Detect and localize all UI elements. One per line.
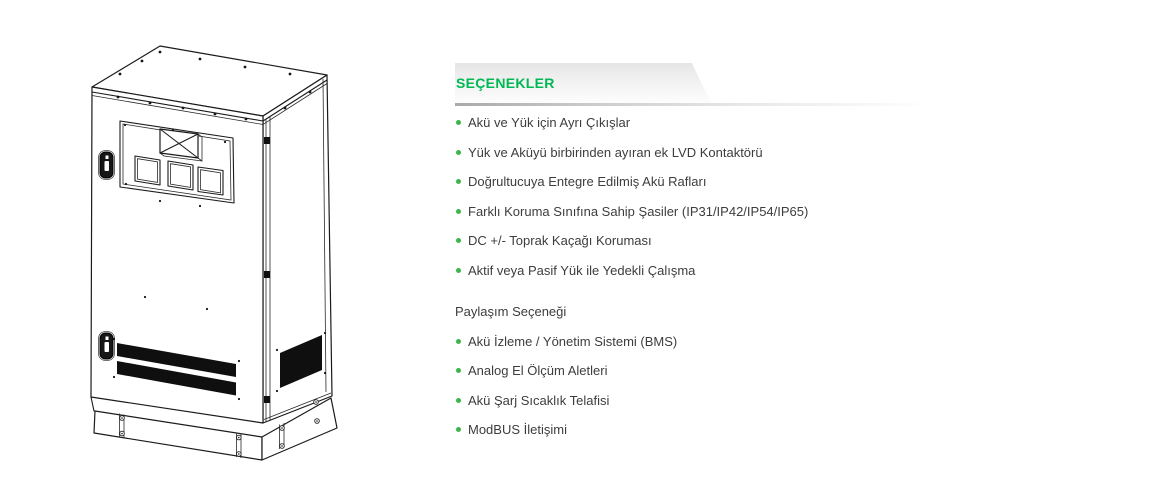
option-item: [455, 264, 933, 277]
bullet-dot-icon: [456, 398, 461, 403]
option-text: Farklı Koruma Sınıfına Sahip Şasiler (IP31/IP42/IP54/IP65): [468, 203, 809, 219]
mimic-display-icon: [160, 129, 202, 161]
option-text: Akü İzleme / Yönetim Sistemi (BMS): [468, 333, 678, 349]
header-underline: [455, 103, 931, 106]
door-lock-top-icon: [99, 151, 115, 180]
sharing-options-list: [455, 335, 933, 437]
option-item: [455, 234, 933, 247]
option-text: Analog El Ölçüm Aletleri: [468, 363, 608, 378]
section-header: [455, 60, 933, 106]
cabinet-illustration: [55, 30, 345, 470]
bullet-dot-icon: [456, 268, 461, 273]
bullet-dot-icon: [456, 238, 461, 243]
option-item: [455, 146, 933, 159]
option-item: [455, 335, 933, 348]
options-list: [455, 116, 933, 277]
option-text: Doğrultucuya Entegre Edilmiş Akü Rafları: [468, 174, 707, 189]
option-text: Aktif veya Pasif Yük ile Yedekli Çalışma: [468, 262, 696, 278]
door-lock-bottom-icon: [99, 332, 115, 361]
bullet-dot-icon: [456, 120, 461, 125]
option-item: [455, 205, 933, 218]
bullet-dot-icon: [456, 368, 461, 373]
cabinet-drawing-icon: [55, 30, 345, 470]
option-text: Akü Şarj Sıcaklık Telafisi: [468, 392, 610, 408]
bullet-dot-icon: [456, 427, 461, 432]
option-item: [455, 175, 933, 188]
bullet-dot-icon: [456, 209, 461, 214]
option-item: [455, 364, 933, 377]
sharing-option-subheading: Paylaşım Seçeneği: [455, 303, 567, 319]
section-title: SEÇENEKLER: [456, 75, 555, 91]
option-item: [455, 394, 933, 407]
bullet-dot-icon: [456, 179, 461, 184]
option-text: DC +/- Toprak Kaçağı Koruması: [468, 233, 652, 248]
option-text: Yük ve Aküyü birbirinden ayıran ek LVD Kontaktörü: [468, 144, 763, 160]
bullet-dot-icon: [456, 339, 461, 344]
option-text: Akü ve Yük için Ayrı Çıkışlar: [468, 115, 631, 130]
option-item: [455, 423, 933, 436]
option-text: ModBUS İletişimi: [468, 422, 567, 437]
bullet-dot-icon: [456, 150, 461, 155]
options-section: [455, 60, 933, 453]
option-item: [455, 116, 933, 129]
